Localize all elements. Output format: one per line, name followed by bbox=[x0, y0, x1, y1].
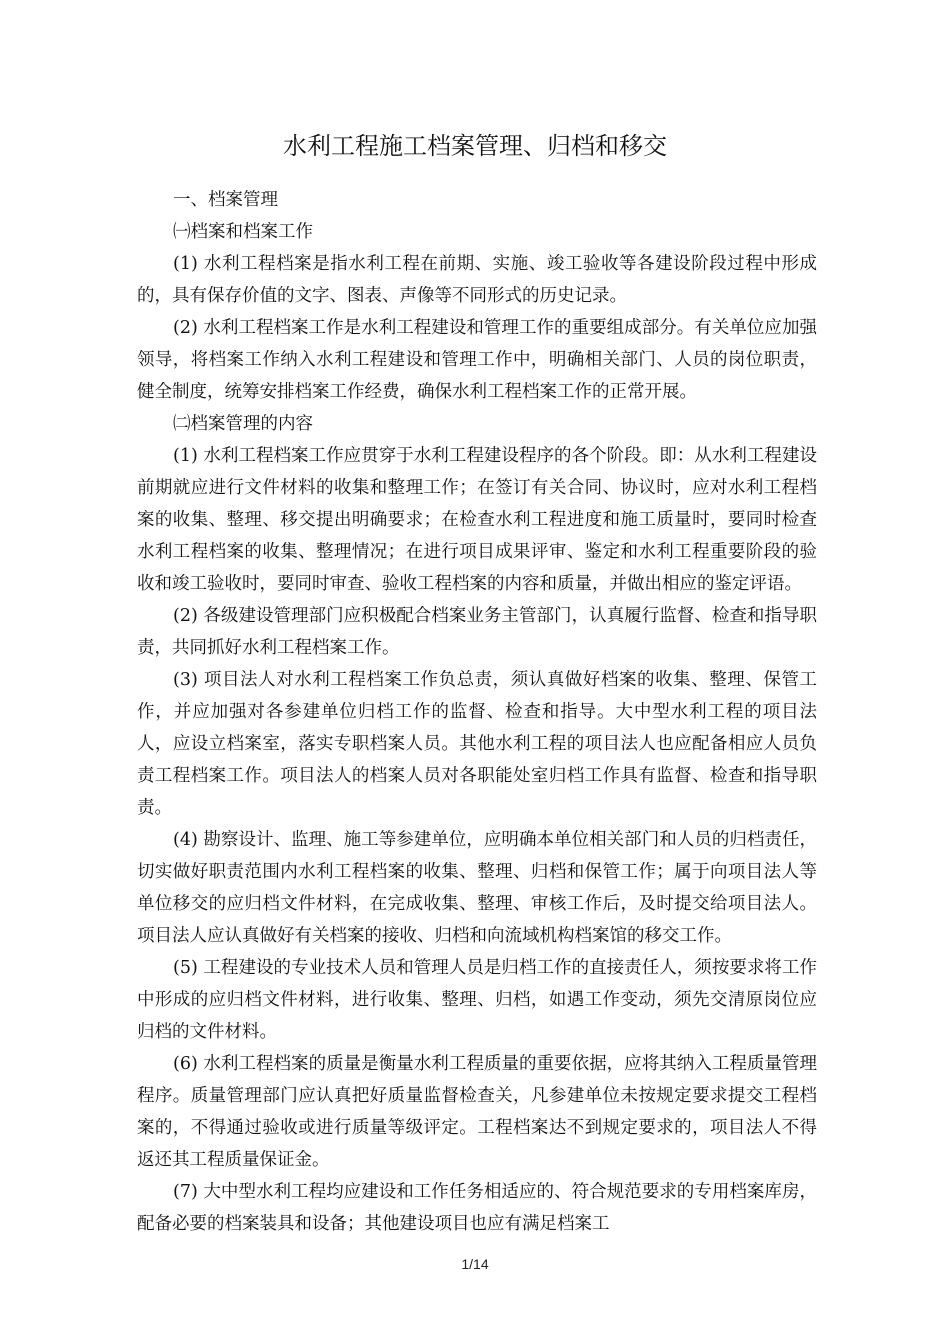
paragraph: (5) 工程建设的专业技术人员和管理人员是归档工作的直接责任人，须按要求将工作中形成的应归档文件材料，进行收集、整理、归档，如遇工作变动，须先交清原岗位应归档的文件材料。 bbox=[137, 958, 817, 1042]
paragraph: (6) 水利工程档案的质量是衡量水利工程质量的重要依据，应将其纳入工程质量管理程序。质量管理部门应认真把好质量监督检查关，凡参建单位未按规定要求提交工程档案的，不得通过验收或进行质量等级评定。工程档案达不到规定要求的，项目法人不得返还其工程质量保证金。 bbox=[137, 1054, 817, 1170]
document-title: 水利工程施工档案管理、归档和移交 bbox=[283, 132, 667, 160]
paragraph: (4) 勘察设计、监理、施工等参建单位，应明确本单位相关部门和人员的归档责任，切实做好职责范围内水利工程档案的收集、整理、归档和保管工作；属于向项目法人等单位移交的应归档文件材料，在完成收集、整理、审核工作后，及时提交给项目法人。项目法人应认真做好有关档案的接收、归档和向流域机构档案馆的移交工作。 bbox=[137, 830, 817, 946]
paragraph: (7) 大中型水利工程均应建设和工作任务相适应的、符合规范要求的专用档案库房，配备必要的档案装具和设备；其他建设项目也应有满足档案工 bbox=[137, 1182, 817, 1234]
paragraph: (1) 水利工程档案是指水利工程在前期、实施、竣工验收等各建设阶段过程中形成的，具有保存价值的文字、图表、声像等不同形式的历史记录。 bbox=[137, 254, 817, 306]
document-body bbox=[137, 184, 817, 1240]
section-heading: 一、档案管理 bbox=[173, 190, 278, 210]
subsection-heading: ㈡档案管理的内容 bbox=[173, 414, 313, 434]
page-number: 1/14 bbox=[461, 1256, 489, 1272]
paragraph: (1) 水利工程档案工作应贯穿于水利工程建设程序的各个阶段。即：从水利工程建设前期就应进行文件材料的收集和整理工作；在签订有关合同、协议时，应对水利工程档案的收集、整理、移交提出明确要求；在检查水利工程进度和施工质量时，要同时检查水利工程档案的收集、整理情况；在进行项目成果评审、鉴定和水利工程重要阶段的验收和竣工验收时，要同时审查、验收工程档案的内容和质量，并做出相应的鉴定评语。 bbox=[137, 446, 817, 594]
paragraph: (2) 水利工程档案工作是水利工程建设和管理工作的重要组成部分。有关单位应加强领导，将档案工作纳入水利工程建设和管理工作中，明确相关部门、人员的岗位职责，健全制度，统筹安排档案工作经费，确保水利工程档案工作的正常开展。 bbox=[137, 318, 817, 402]
subsection-heading: ㈠档案和档案工作 bbox=[173, 222, 313, 242]
paragraph: (2) 各级建设管理部门应积极配合档案业务主管部门，认真履行监督、检查和指导职责，共同抓好水利工程档案工作。 bbox=[137, 606, 817, 658]
paragraph: (3) 项目法人对水利工程档案工作负总责，须认真做好档案的收集、整理、保管工作，并应加强对各参建单位归档工作的监督、检查和指导。大中型水利工程的项目法人，应设立档案室，落实专职档案人员。其他水利工程的项目法人也应配备相应人员负责工程档案工作。项目法人的档案人员对各职能处室归档工作具有监督、检查和指导职责。 bbox=[137, 670, 817, 818]
